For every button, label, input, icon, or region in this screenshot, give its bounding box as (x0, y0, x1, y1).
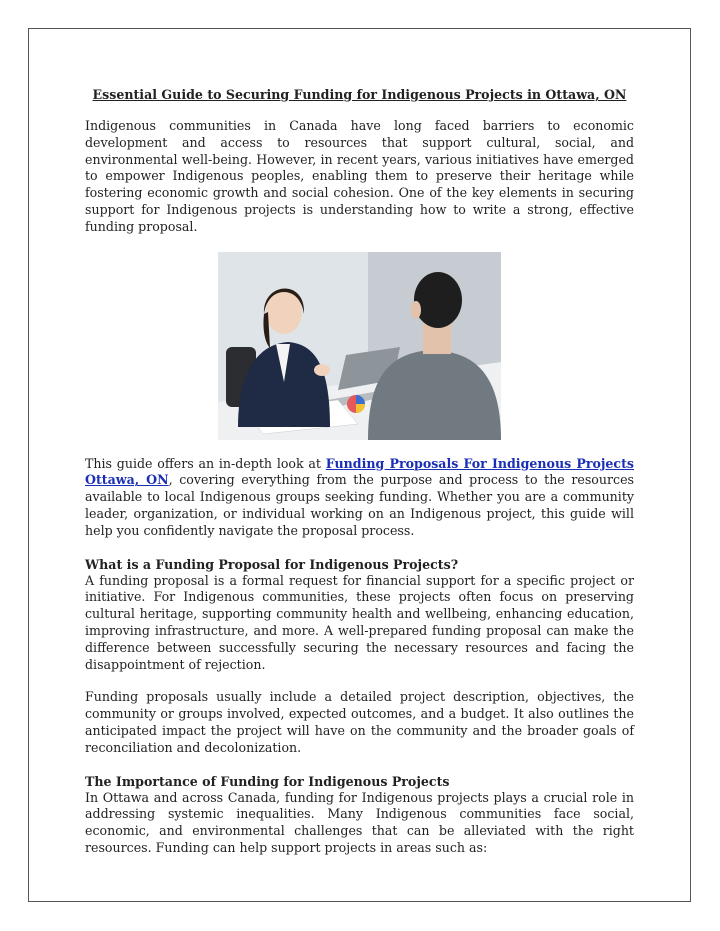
document-title: Essential Guide to Securing Funding for Indigenous Projects in Ottawa, ON (92, 87, 627, 102)
section2-paragraph-1: In Ottawa and across Canada, funding for Indigenous projects plays a crucial role in addressing systemic inequalities. Many Indigenous communities face social, economic, and environmental challenges that can be alleviated with the right resources. Funding can help support projects in areas such as: (85, 789, 634, 855)
section1-paragraph-1: A funding proposal is a formal request for financial support for a specific project or initiative. For Indigenous communities, these projects often focus on preserving cultural heritage, supporting community health and wellbeing, enhancing education, improving infrastructure, and more. A well-prepared funding proposal can make the difference between successfully securing the necessary resources and facing the disappointment of rejection. (85, 572, 634, 672)
funding-proposals-link[interactable]: Funding Proposals For Indigenous Projects Ottawa, ON (85, 455, 635, 488)
section-heading-what-is-funding-proposal: What is a Funding Proposal for Indigenous Projects? (85, 556, 459, 572)
section-heading-importance-of-funding: The Importance of Funding for Indigenous Projects (85, 773, 450, 789)
section1-paragraph-2: Funding proposals usually include a detailed project description, objectives, the community or groups involved, expected outcomes, and a budget. It also outlines the anticipated impact the project will have on the community and the broader goals of reconciliation and decolonization. (85, 689, 634, 755)
guide-text-before-link: This guide offers an in-depth look at (85, 455, 326, 471)
meeting-photo (218, 252, 501, 440)
guide-paragraph (85, 456, 634, 540)
intro-paragraph: Indigenous communities in Canada have long faced barriers to economic development and access to resources that support cultural, social, and environmental well-being. However, in recent years, various initiatives have emerged to empower Indigenous peoples, enabling them to preserve their heritage while fostering economic growth and social cohesion. One of the key elements in securing support for Indigenous projects is understanding how to write a strong, effective funding proposal. (85, 118, 634, 234)
meeting-photo-illustration (218, 252, 501, 440)
guide-text-after-link: , covering everything from the purpose and process to the resources available to local Indigenous groups seeking funding. Whether you are a community leader, organization, or individual working on an Indigenous project, this guide will help you confidently navigate the proposal process. (85, 472, 634, 538)
document-body (85, 86, 634, 857)
